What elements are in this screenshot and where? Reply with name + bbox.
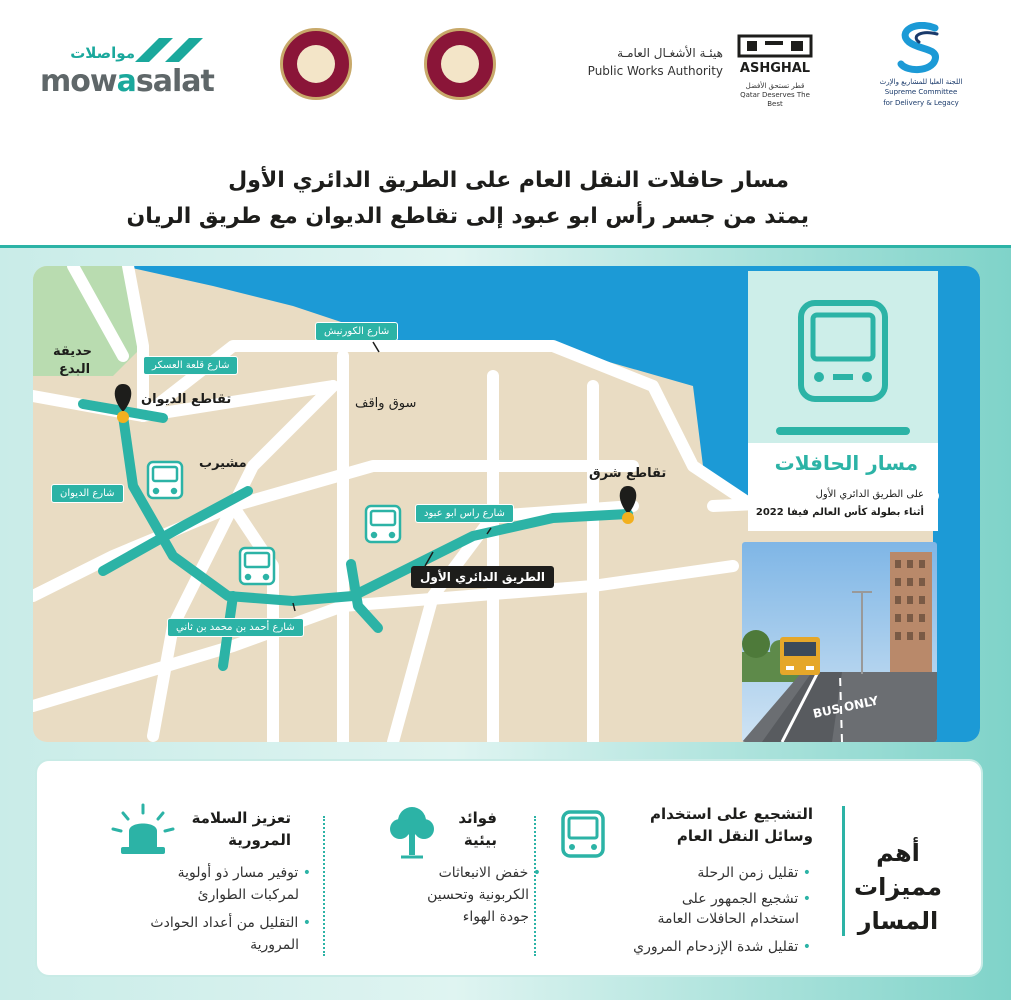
feature-2-item <box>439 863 541 883</box>
diwan-junction-marker <box>115 384 132 423</box>
bus-lane-panel <box>748 271 938 531</box>
logo-strip <box>0 0 1011 135</box>
feature-3-item <box>178 863 311 883</box>
bus-lane-subtitle-2: أثناء بطولة كأس العالم فيفا 2022 <box>755 507 924 518</box>
feature-2-item-text: خفض الانبعاثات <box>438 865 529 881</box>
street-diwan: شارع الديوان <box>51 484 124 503</box>
bus-icon <box>240 548 274 584</box>
page-subtitle: يمتد من جسر رأس ابو عبود إلى تقاطع الديوان مع طريق الريان <box>126 204 809 229</box>
features-card <box>35 759 983 977</box>
street-ring-road: الطريق الدائري الأول <box>411 566 554 588</box>
bus-icon <box>148 462 182 498</box>
bullet-icon: • <box>528 865 541 881</box>
street-ras-abu-aboud: شارع راس ابو عبود <box>415 504 514 523</box>
place-diwan-junction: تقاطع الديوان <box>141 392 232 407</box>
sc-text-english-2: for Delivery & Legacy <box>883 99 959 107</box>
accent-bar <box>776 427 910 435</box>
bullet-icon: • <box>298 865 311 881</box>
feature-2-heading-2: بيئية <box>463 831 497 849</box>
place-souq-waqif: سوق واقف <box>355 396 417 411</box>
mowasalat-arabic: مواصلات <box>70 44 135 62</box>
place-msheireb: مشيرب <box>199 456 247 471</box>
lane-marking: BUS ONLY <box>811 693 880 721</box>
tree-icon <box>387 803 437 859</box>
ashghal-logo <box>735 34 815 108</box>
features-title: أهم مميزات المسار <box>853 839 943 935</box>
feature-2-item-continued: الكربونية وتحسين <box>427 887 529 903</box>
feature-1-item-continued: استخدام الحافلات العامة <box>657 911 799 927</box>
feature-2-heading-1: فوائد <box>458 809 497 827</box>
supreme-committee-logo <box>876 22 966 112</box>
wordmark-part-1: mow <box>40 64 117 99</box>
feature-1-heading-2: وسائل النقل العام <box>676 827 813 845</box>
mowasalat-logo <box>40 34 214 104</box>
feature-3-item-continued: المرورية <box>250 937 299 953</box>
bus-icon <box>366 506 400 542</box>
mowasalat-swoosh-icon <box>125 34 205 64</box>
feature-2-item-continued: جودة الهواء <box>462 909 529 925</box>
sc-text-english-1: Supreme Committee <box>884 88 958 96</box>
ministry-seal-1 <box>424 28 496 100</box>
feature-1-item-text: تشجيع الجمهور على <box>681 891 799 907</box>
street-qalaat-askar: شارع قلعة العسكر <box>143 356 238 375</box>
bullet-icon: • <box>798 891 811 907</box>
bus-lane-heading: مسار الحافلات <box>774 451 918 475</box>
bus-lane-photo <box>742 542 937 742</box>
place-bidda-park-2: البدع <box>59 362 91 377</box>
seal-emblem-icon <box>297 45 335 83</box>
column-divider <box>534 816 536 956</box>
place-bidda-park-1: حديقة <box>53 344 92 359</box>
seal-emblem-icon <box>441 45 479 83</box>
ashghal-wordmark: ASHGHAL <box>739 61 811 76</box>
page-title: مسار حافلات النقل العام على الطريق الدائري الأول <box>228 168 789 193</box>
bullet-icon: • <box>298 915 311 931</box>
sc-text-arabic: اللجنة العليا للمشاريع والإرث <box>879 78 963 86</box>
bus-icon <box>559 809 607 861</box>
feature-1-item-text: تقليل شدة الإزدحام المروري <box>633 939 799 955</box>
feature-3-item <box>150 913 311 933</box>
bus-icon <box>793 297 893 407</box>
bus-lane-subtitle-1: على الطريق الدائري الأول <box>815 489 924 500</box>
ministry-seal-2 <box>280 28 352 100</box>
mowasalat-wordmark <box>40 64 214 99</box>
siren-icon <box>111 803 175 859</box>
feature-1-heading-1: التشجيع على استخدام <box>650 805 813 823</box>
feature-1-item <box>633 937 811 957</box>
ashghal-tagline-arabic: قطر تستحق الأفضل <box>745 82 805 90</box>
feature-3-item-text: التقليل من أعداد الحوادث <box>150 915 299 931</box>
ashghal-tagline-english: Qatar Deserves The Best <box>740 91 810 108</box>
feature-1-item-text: تقليل زمن الرحلة <box>697 865 799 881</box>
feature-3-item-continued: لمركبات الطوارئ <box>197 887 299 903</box>
bus-route <box>83 404 628 666</box>
feature-3-item-text: توفير مسار ذو أولوية <box>177 865 299 881</box>
place-sharq-junction: تقاطع شرق <box>589 466 667 481</box>
wordmark-part-2: a <box>116 64 136 99</box>
feature-1-item <box>697 863 811 883</box>
sharq-junction-marker <box>620 486 637 524</box>
pwa-logo-text <box>565 46 723 78</box>
pwa-arabic: هيئـة الأشغـال العامـة <box>617 46 723 60</box>
feature-3-heading-2: المرورية <box>228 831 291 849</box>
column-divider <box>323 816 325 956</box>
bullet-icon: • <box>798 939 811 955</box>
ashghal-mark-icon <box>737 34 813 78</box>
bullet-icon: • <box>798 865 811 881</box>
divider <box>0 245 1011 248</box>
street-ahmed-bin-mohammed: شارع أحمد بن محمد بن ثاني <box>167 618 304 637</box>
photo-illustration <box>742 542 937 742</box>
features-divider <box>842 806 845 936</box>
street-corniche: شارع الكورنيش <box>315 322 398 341</box>
feature-1-item <box>682 889 811 909</box>
pwa-english: Public Works Authority <box>587 64 723 78</box>
sc-swirl-icon <box>891 22 951 74</box>
feature-3-heading-1: تعزيز السلامة <box>191 809 291 827</box>
wordmark-part-3: salat <box>135 64 214 99</box>
